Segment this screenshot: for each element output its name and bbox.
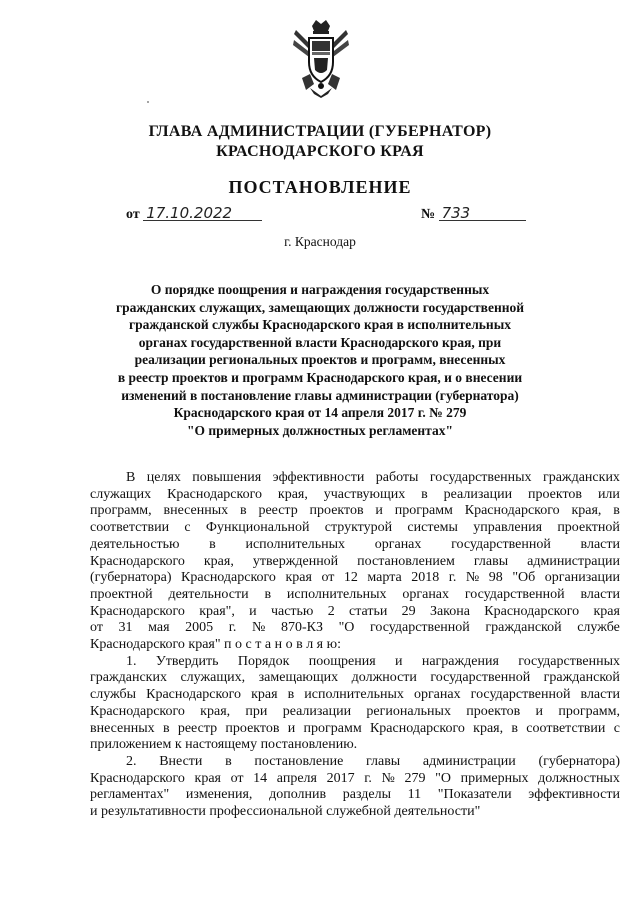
body-line: проектной деятельности в исполнительных органах государственной власти (90, 586, 620, 602)
body-line: Краснодарского края" п о с т а н о в л я ю: (90, 637, 341, 653)
body-line: и результативности профессиональной служебной деятельности" (90, 804, 481, 820)
date-field (126, 206, 262, 223)
number-value: 733 (439, 206, 526, 221)
body-line: гражданских служащих, замещающих должности государственной гражданской (90, 670, 620, 686)
authority-title-line1: ГЛАВА АДМИНИСТРАЦИИ (ГУБЕРНАТОР) (148, 123, 492, 140)
date-value: 17.10.2022 (143, 206, 262, 221)
city-label: г. Краснодар (284, 234, 356, 249)
title-line: гражданских служащих, замещающих должности государственной (115, 299, 525, 315)
body-line: деятельностью в исполнительных органах государственной власти (90, 536, 620, 552)
title-line: "О примерных должностных регламентах" (187, 422, 453, 438)
date-prefix: от (126, 207, 140, 222)
title-line: гражданской службы Краснодарского края в исполнительных (128, 317, 511, 333)
title-line: в реестр проектов и программ Краснодарского края, и о внесении (117, 369, 523, 385)
body-line: Краснодарского края, утвержденной постановлением главы администрации (90, 553, 620, 569)
body-line: служащих Краснодарского края, участвующих в реализации проектов или (90, 486, 620, 502)
body-line: регламентах" изменения, дополнив разделы 11 "Показатели эффективности (90, 787, 620, 803)
title-line: реализации региональных проектов и программ, внесенных (134, 352, 506, 368)
document-title (100, 281, 540, 439)
body-line: службы Краснодарского края в исполнительных органах государственной власти (90, 687, 620, 703)
body-line: Краснодарского края, при реализации региональных проектов и программ, (90, 703, 620, 719)
body-line: от 31 мая 2005 г. № 870-КЗ "О государственной гражданской службе (90, 620, 620, 636)
title-line: О порядке поощрения и награждения государственных (150, 282, 490, 297)
coat-of-arms-icon (292, 18, 350, 100)
number-field (421, 206, 526, 223)
body-line: 2. Внести в постановление главы администрации (губернатора) (126, 753, 620, 769)
body-line: внесенных в реестр проектов и программ Краснодарского края, в соответствии с (90, 720, 620, 736)
body-line: программ, внесенных в реестр проектов и программ Краснодарского края, в (90, 503, 620, 519)
title-line: изменений в постановление главы администрации (губернатора) (121, 387, 519, 403)
body-line: (губернатора) Краснодарского края от 12 марта 2018 г. № 98 "Об организации (90, 570, 620, 586)
body-line: В целях повышения эффективности работы государственных гражданских (126, 470, 620, 485)
body-line: Краснодарского края от 14 апреля 2017 г. № 279 "О примерных должностных (90, 770, 620, 786)
document-type: ПОСТАНОВЛЕНИЕ (228, 177, 412, 197)
body-line: приложением к настоящему постановлению. (90, 737, 358, 753)
authority-title-line2: КРАСНОДАРСКОГО КРАЯ (216, 143, 424, 160)
body-line: соответствии с Функциональной структурой системы управления проектной (90, 520, 620, 536)
document-body (90, 470, 620, 821)
body-line: 1. Утвердить Порядок поощрения и награждения государственных (126, 653, 620, 669)
title-line: Краснодарского края от 14 апреля 2017 г. № 279 (173, 405, 467, 421)
title-line: органах государственной власти Краснодарского края, при (138, 334, 502, 350)
number-prefix: № (421, 207, 436, 222)
body-line: Краснодарского края", и частью 2 статьи 29 Закона Краснодарского края (90, 603, 620, 619)
scan-speck (147, 101, 149, 103)
